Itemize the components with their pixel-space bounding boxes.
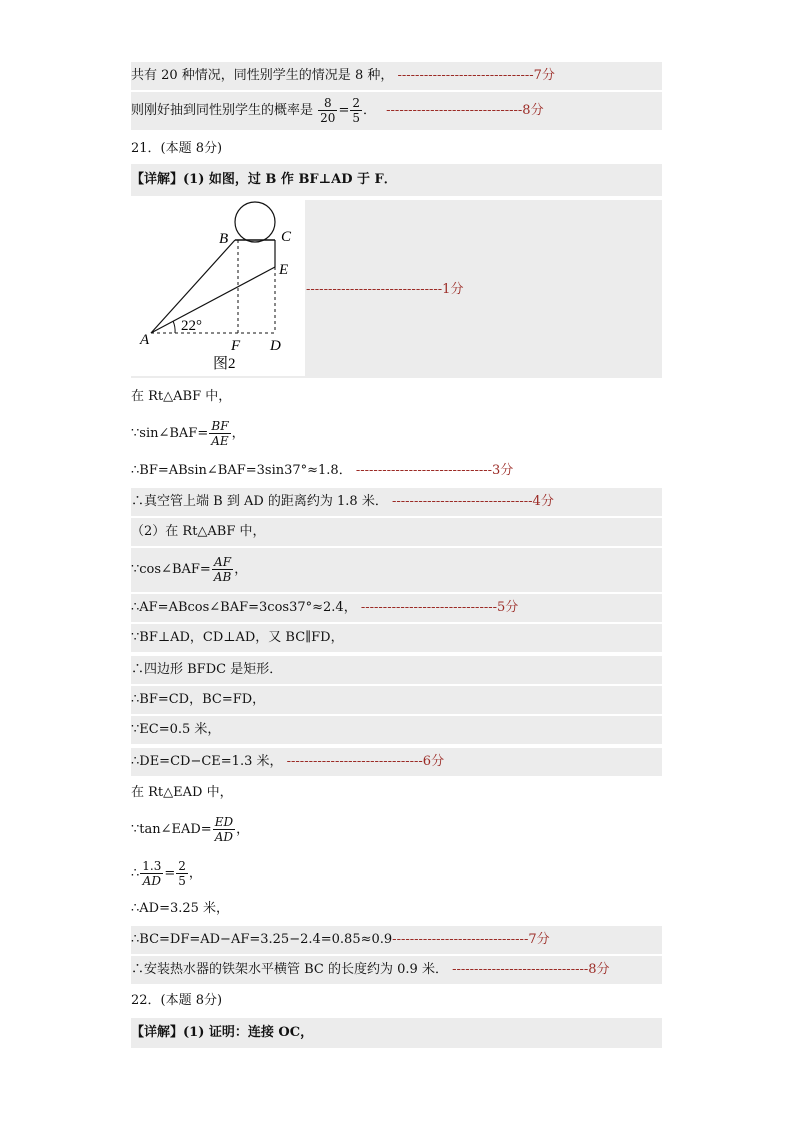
detail22-text: 【详解】(1) 证明：连接 OC， xyxy=(131,1025,314,1040)
rt-ead-line: 在 Rt△EAD 中， xyxy=(131,785,233,800)
period: ． xyxy=(362,103,376,118)
perp-line: ∵BF⊥AD，CD⊥AD，又 BC∥FD， xyxy=(131,624,662,652)
final-text: ∴安装热水器的铁架水平横管 BC 的长度约为 0.9 米． xyxy=(131,962,448,977)
score-mark-6: -------------------------------6分 xyxy=(286,754,445,769)
part2-line: （2）在 Rt△ABF 中， xyxy=(131,518,662,546)
question-21-heading: 21．(本题 8分) xyxy=(131,141,223,156)
cos-line xyxy=(131,548,662,592)
bf-eq-text: ∴BF=ABsin∠BAF=3sin37°≈1.8． xyxy=(131,463,352,478)
tan-line xyxy=(131,810,662,850)
de-text: ∴DE=CD−CE=1.3 米， xyxy=(131,754,283,769)
label-e: E xyxy=(279,262,289,278)
cos-end: ， xyxy=(234,562,248,577)
cos-prefix: ∵cos∠BAF= xyxy=(131,562,211,577)
label-a: A xyxy=(140,332,150,348)
sin-end: ， xyxy=(231,426,245,441)
af-equation xyxy=(131,594,662,622)
sin-line xyxy=(131,414,662,454)
fraction-2-5b: $\frac{2}{5}$ xyxy=(178,859,186,888)
ad-line: ∴AD=3.25 米， xyxy=(131,901,230,916)
bc-eq-text: ∴BC=DF=AD−AF=3.25−2.4=0.85≈0.9 xyxy=(131,932,393,947)
distance-text: ∴真空管上端 B 到 AD 的距离约为 1.8 米． xyxy=(131,494,388,509)
label-d: D xyxy=(270,338,281,354)
af-eq-text: ∴AF=ABcos∠BAF=3cos37°≈2.4， xyxy=(131,600,357,615)
rt-abf-line: 在 Rt△ABF 中， xyxy=(131,389,232,404)
label-f: F xyxy=(231,338,241,354)
figure-caption: 图2 xyxy=(213,356,236,372)
fraction-ed-ad: $\frac{ED}{AD}$ xyxy=(214,815,234,844)
tan-end: ， xyxy=(236,822,250,837)
bf-equation xyxy=(131,462,662,480)
score-mark-5: -------------------------------5分 xyxy=(360,600,519,615)
fraction-8-20: $\frac{8}{20}$ xyxy=(320,96,336,125)
score-mark-3: -------------------------------3分 xyxy=(355,463,514,478)
sin-prefix: ∵sin∠BAF= xyxy=(131,426,209,441)
bf-cd-line: ∴BF=CD，BC=FD， xyxy=(131,686,662,714)
label-c: C xyxy=(281,229,292,245)
ratio-line xyxy=(131,854,662,894)
ratio-end: ， xyxy=(188,866,202,881)
bc-equation xyxy=(131,926,662,954)
fraction-bf-ae: $\frac{BF}{AE}$ xyxy=(211,419,229,448)
fraction-af-ab: $\frac{AF}{AB}$ xyxy=(213,555,232,584)
line-count-text: 共有 20 种情况，同性别学生的情况是 8 种， xyxy=(131,68,394,83)
fraction-1.3-ad: $\frac{1.3}{AD}$ xyxy=(142,859,162,888)
detail-q22 xyxy=(131,1018,662,1048)
fraction-2-5: $\frac{2}{5}$ xyxy=(352,96,360,125)
score-mark-7b: -------------------------------7分 xyxy=(392,932,550,947)
de-line xyxy=(131,748,662,776)
angle-label: 22° xyxy=(181,318,202,334)
detail-part1 xyxy=(131,164,662,196)
equals-sign: = xyxy=(338,103,350,118)
score-mark-7: -------------------------------7分 xyxy=(397,68,555,83)
distance-conclusion xyxy=(131,488,662,516)
score-mark-8b: -------------------------------8分 xyxy=(452,962,610,977)
score-mark-1: -------------------------------1分 xyxy=(306,282,464,297)
detail-label: 【详解】(1) 如图，过 B 作 BF⊥AD 于 F． xyxy=(131,172,397,187)
line-probability xyxy=(131,92,662,130)
probability-text: 则刚好抽到同性别学生的概率是 xyxy=(131,103,314,118)
ratio-prefix: ∴ xyxy=(131,866,140,881)
tan-prefix: ∵tan∠EAD= xyxy=(131,822,212,837)
geometry-diagram xyxy=(131,200,305,376)
line-count-cases xyxy=(131,62,662,90)
rectangle-line: ∴四边形 BFDC 是矩形． xyxy=(131,656,662,684)
question-22-heading: 22．(本题 8分) xyxy=(131,993,223,1008)
final-conclusion xyxy=(131,956,662,984)
score-mark-8a: -------------------------------8分 xyxy=(386,103,544,118)
figure-2 xyxy=(131,200,305,376)
ratio-equals: = xyxy=(164,866,176,881)
label-b: B xyxy=(219,231,229,247)
score-mark-4: --------------------------------4分 xyxy=(391,494,554,509)
ec-line: ∵EC=0.5 米， xyxy=(131,716,662,744)
